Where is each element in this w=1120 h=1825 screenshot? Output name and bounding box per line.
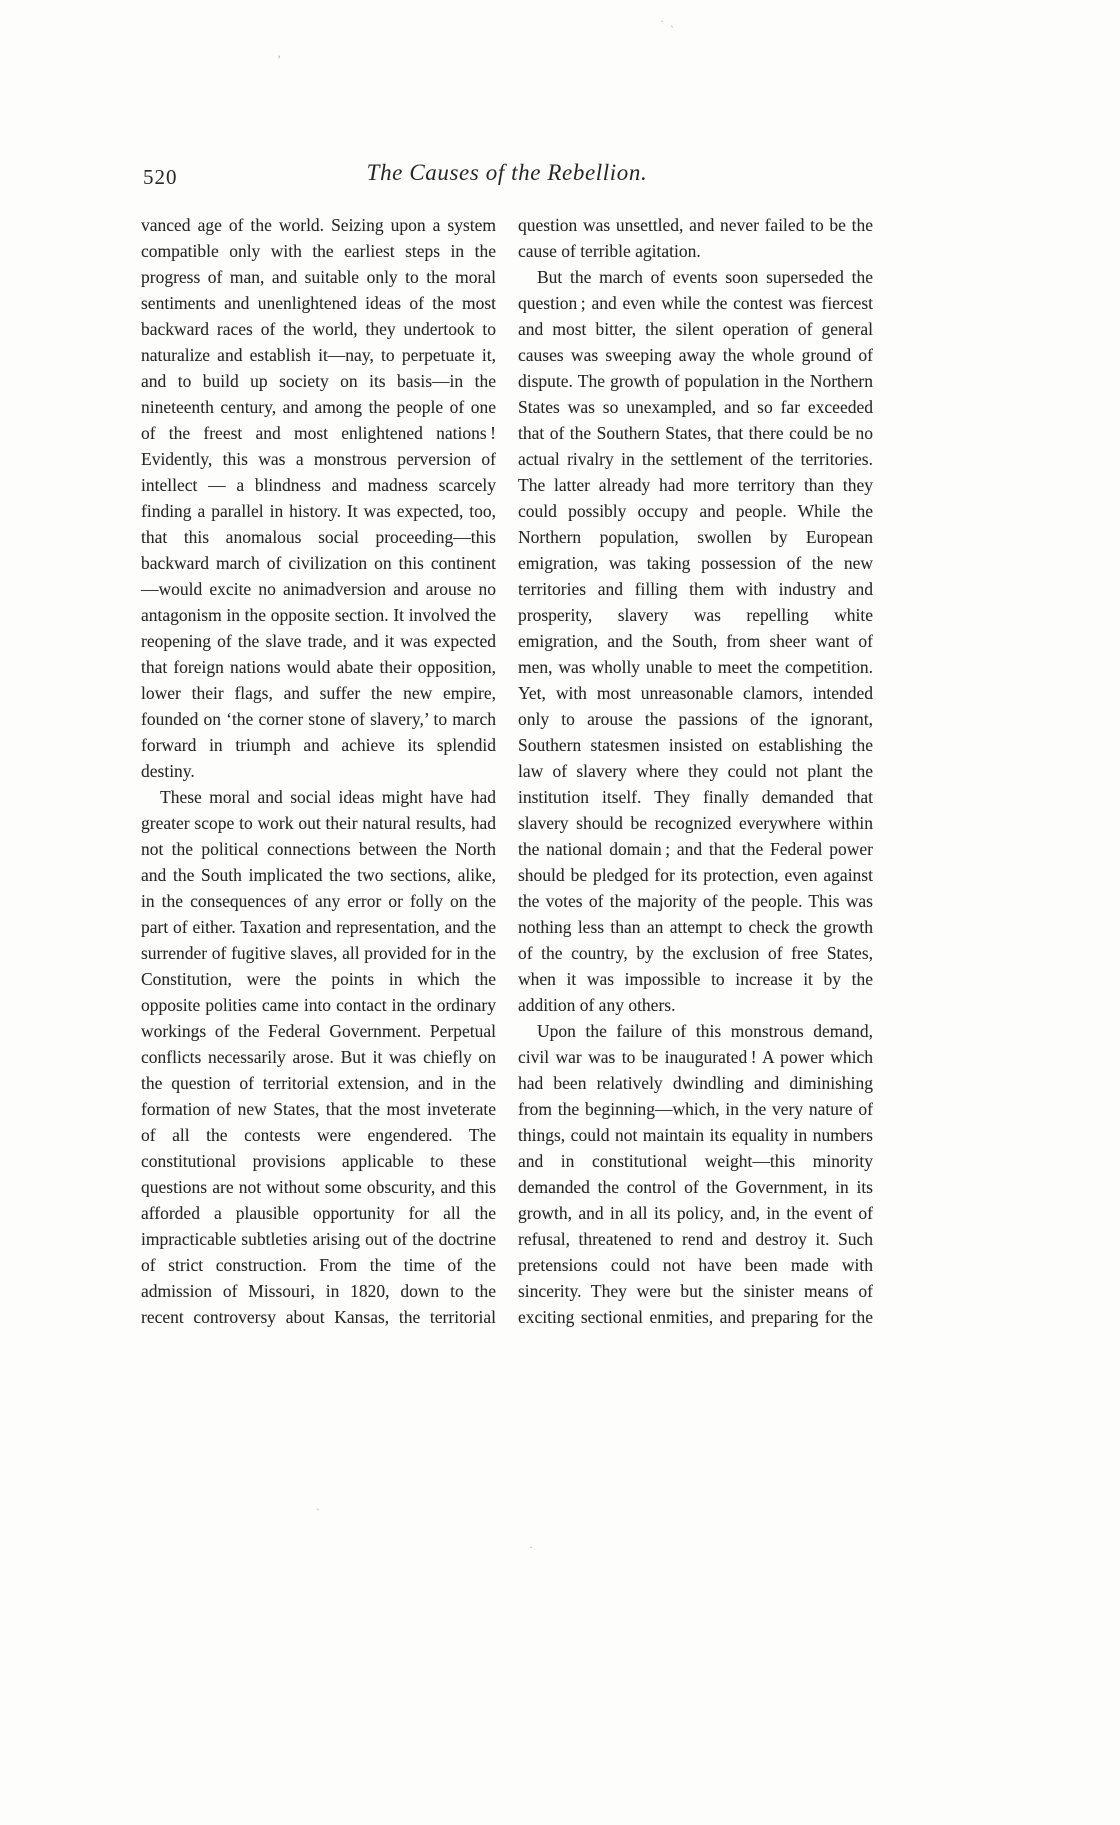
right-column xyxy=(518,212,873,1330)
page-header xyxy=(141,160,873,196)
page-title: The Causes of the Rebellion. xyxy=(366,160,648,185)
paragraph-continuation: question was unsettled, and never failed to be the cause of terrible agitation. xyxy=(518,215,873,261)
left-column xyxy=(141,212,496,1330)
paragraph-continuation: vanced age of the world. Seizing upon a system compatible only with the earliest steps in the progress of man, and suitable only to the moral sentiments and unenlightened ideas of the most backward races of the world, they undertook to naturalize and establish it—nay, to perpetuate it, and to build up society on its basis—in the nineteenth century, and among the people of one of the freest and most enlightened nations ! Evidently, this was a monstrous perversion of intellect — a blindness and madness scarcely finding a parallel in history. It was expected, too, that this anomalous social proceeding—this backward march of civilization on this continent—would excite no animadversion and arouse no antagonism in the opposite section. It involved the reopening of the slave trade, and it was expected that foreign nations would abate their opposition, lower their flags, and suffer the new empire, founded on ‘the corner stone of slavery,’ to march forward in triumph and achieve its splendid destiny. xyxy=(141,215,496,781)
scan-artifact: · xyxy=(529,1540,533,1554)
paragraph: Upon the failure of this monstrous demand, civil war was to be inaugurated ! A power which had been relatively dwindling and diminishing from the beginning—which, in the very nature of things, could not maintain its equality in numbers and in constitutional weight—this minority demanded the control of the Government, in its growth, and in all its policy, and, in the event of refusal, threatened to rend and destroy it. Such pretensions could not have been made with sincerity. They were but the sinister means of exciting sectional enmities, and preparing for the xyxy=(518,1021,873,1327)
paragraph: But the march of events soon superseded the question ; and even while the contest was fiercest and most bitter, the silent operation of general causes was sweeping away the whole ground of dispute. The growth of population in the Northern States was so unexampled, and so far exceeded that of the Southern States, that there could be no actual rivalry in the settlement of the territories. The latter already had more territory than they could possibly occupy and people. While the Northern population, swollen by European emigration, was taking possession of the new territories and filling them with industry and prosperity, slavery was repelling white emigration, and the South, from sheer want of men, was wholly unable to meet the competition. Yet, with most unreasonable clamors, intended only to arouse the passions of the ignorant, Southern statesmen insisted on establishing the law of slavery where they could not plant the institution itself. They finally demanded that slavery should be recognized everywhere within the national domain ; and that the Federal power should be pledged for its protection, even against the votes of the majority of the people. This was nothing less than an attempt to check the growth of the country, by the exclusion of free States, when it was impossible to increase it by the addition of any others. xyxy=(518,267,873,1015)
page-number: 520 xyxy=(143,165,178,189)
scan-artifact: ˋ xyxy=(316,1506,320,1520)
scan-artifact: ’ xyxy=(277,52,281,66)
scan-artifact: · ˎ xyxy=(660,14,674,28)
text-columns xyxy=(141,212,873,1330)
page-content xyxy=(141,160,873,1330)
paragraph: These moral and social ideas might have had greater scope to work out their natural results, had not the political connections between the North and the South implicated the two sections, alike, in the consequences of any error or folly on the part of either. Taxation and representation, and the surrender of fugitive slaves, all provided for in the Constitution, were the points in which the opposite polities came into contact in the ordinary workings of the Federal Government. Perpetual conflicts necessarily arose. But it was chiefly on the question of territorial extension, and in the formation of new States, that the most inveterate of all the contests were engendered. The constitutional provisions applicable to these questions are not without some obscurity, and this afforded a plausible opportunity for all the impracticable subtleties arising out of the doctrine of strict construction. From the time of the admission of Missouri, in 1820, down to the recent controversy about Kansas, the territorial xyxy=(141,787,496,1327)
